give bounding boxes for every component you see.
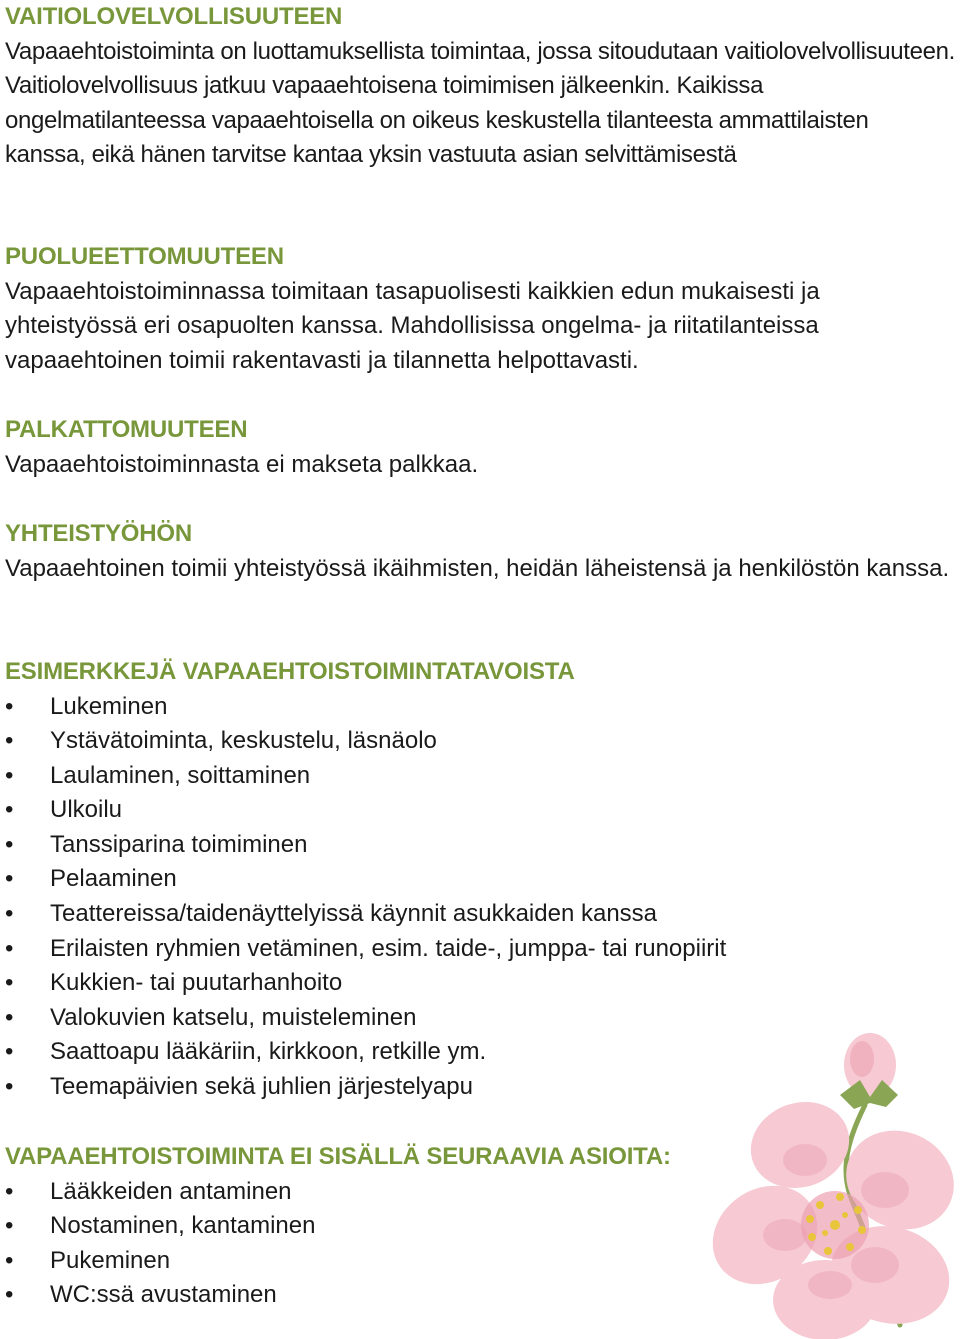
section-heading: VAPAAEHTOISTOIMINTA EI SISÄLLÄ SEURAAVIA ASIOITA: — [5, 1143, 671, 1170]
list-item — [5, 828, 955, 863]
list-item-label: Ulkoilu — [50, 796, 123, 824]
bullet-icon: • — [5, 1038, 14, 1066]
list-item-label: Laulaminen, soittaminen — [50, 761, 311, 789]
list-item-label: Lääkkeiden antaminen — [50, 1177, 292, 1205]
list-item-label: Valokuvien katselu, muisteleminen — [50, 1003, 417, 1031]
bullet-icon: • — [5, 830, 14, 858]
list-item-label: Ystävätoiminta, keskustelu, läsnäolo — [50, 727, 437, 755]
bullet-icon: • — [5, 934, 14, 962]
bullet-icon: • — [5, 1212, 14, 1240]
list-item-label: Teemapäivien sekä juhlien järjestelyapu — [50, 1073, 473, 1101]
section-heading: PALKATTOMUUTEEN — [5, 416, 248, 443]
section-vaitiolovelvollisuus — [5, 0, 955, 173]
list-item-label: WC:ssä avustaminen — [50, 1281, 277, 1309]
bullet-icon: • — [5, 796, 14, 824]
section-palkattomuus — [5, 413, 955, 482]
list-item-label: Kukkien- tai puutarhanhoito — [50, 969, 343, 997]
list-item — [5, 793, 955, 828]
bullet-icon: • — [5, 1003, 14, 1031]
bullet-icon: • — [5, 900, 14, 928]
section-text: Vapaaehtoistoiminnasta ei makseta palkkaa. — [5, 450, 479, 478]
list-item — [5, 897, 955, 932]
list-item-label: Lukeminen — [50, 692, 168, 720]
list-item — [5, 932, 955, 967]
list-item-label: Tanssiparina toimiminen — [50, 830, 308, 858]
bullet-icon: • — [5, 969, 14, 997]
list-item-label: Saattoapu lääkäriin, kirkkoon, retkille ym. — [50, 1038, 487, 1066]
section-text: Vapaaehtoistoiminta on luottamuksellista toimintaa, jossa sitoudutaan vaitiolovelvollisuuteen. Vaitiolovelvollisuus jatkuu vapaaehtoisena toimimisen jälkeenkin. Kaikissa ongelmatilanteessa vapaaehtoisella on oikeus keskustella tilanteesta ammattilaisten kanssa, eikä hänen tarvitse kantaa yksin vastuuta asian selvittämisestä — [5, 37, 955, 168]
cherry-blossom-icon — [690, 1025, 960, 1339]
bullet-icon: • — [5, 1246, 14, 1274]
list-item — [5, 724, 955, 759]
section-text: Vapaaehtoistoiminnassa toimitaan tasapuolisesti kaikkien edun mukaisesti ja yhteistyössä eri osapuolten kanssa. Mahdollisissa ongelma- ja riitatilanteissa vapaaehtoinen toimii rakentavasti ja tilannetta helpottavasti. — [5, 277, 820, 374]
list-item-label: Teattereissa/taidenäyttelyissä käynnit asukkaiden kanssa — [50, 900, 658, 928]
list-item-label: Nostaminen, kantaminen — [50, 1212, 316, 1240]
section-heading: VAITIOLOVELVOLLISUUTEEN — [5, 3, 343, 30]
bullet-icon: • — [5, 1073, 14, 1101]
list-item — [5, 966, 955, 1001]
section-text: Vapaaehtoinen toimii yhteistyössä ikäihmisten, heidän läheistensä ja henkilöstön kanssa. — [5, 554, 950, 582]
list-item — [5, 862, 955, 897]
list-item-label: Pukeminen — [50, 1246, 171, 1274]
bullet-icon: • — [5, 692, 14, 720]
bullet-icon: • — [5, 865, 14, 893]
section-heading: ESIMERKKEJÄ VAPAAEHTOISTOIMINTATAVOISTA — [5, 658, 575, 685]
list-item — [5, 690, 955, 725]
bullet-icon: • — [5, 727, 14, 755]
section-heading: PUOLUEETTOMUUTEEN — [5, 243, 284, 270]
bullet-icon: • — [5, 1177, 14, 1205]
section-heading: YHTEISTYÖHÖN — [5, 520, 192, 547]
section-yhteistyo — [5, 517, 955, 586]
bullet-icon: • — [5, 1281, 14, 1309]
list-item — [5, 759, 955, 794]
bullet-icon: • — [5, 761, 14, 789]
section-puolueettomuus — [5, 240, 955, 378]
list-item-label: Erilaisten ryhmien vetäminen, esim. taide-, jumppa- tai runopiirit — [50, 934, 727, 962]
list-item-label: Pelaaminen — [50, 865, 177, 893]
